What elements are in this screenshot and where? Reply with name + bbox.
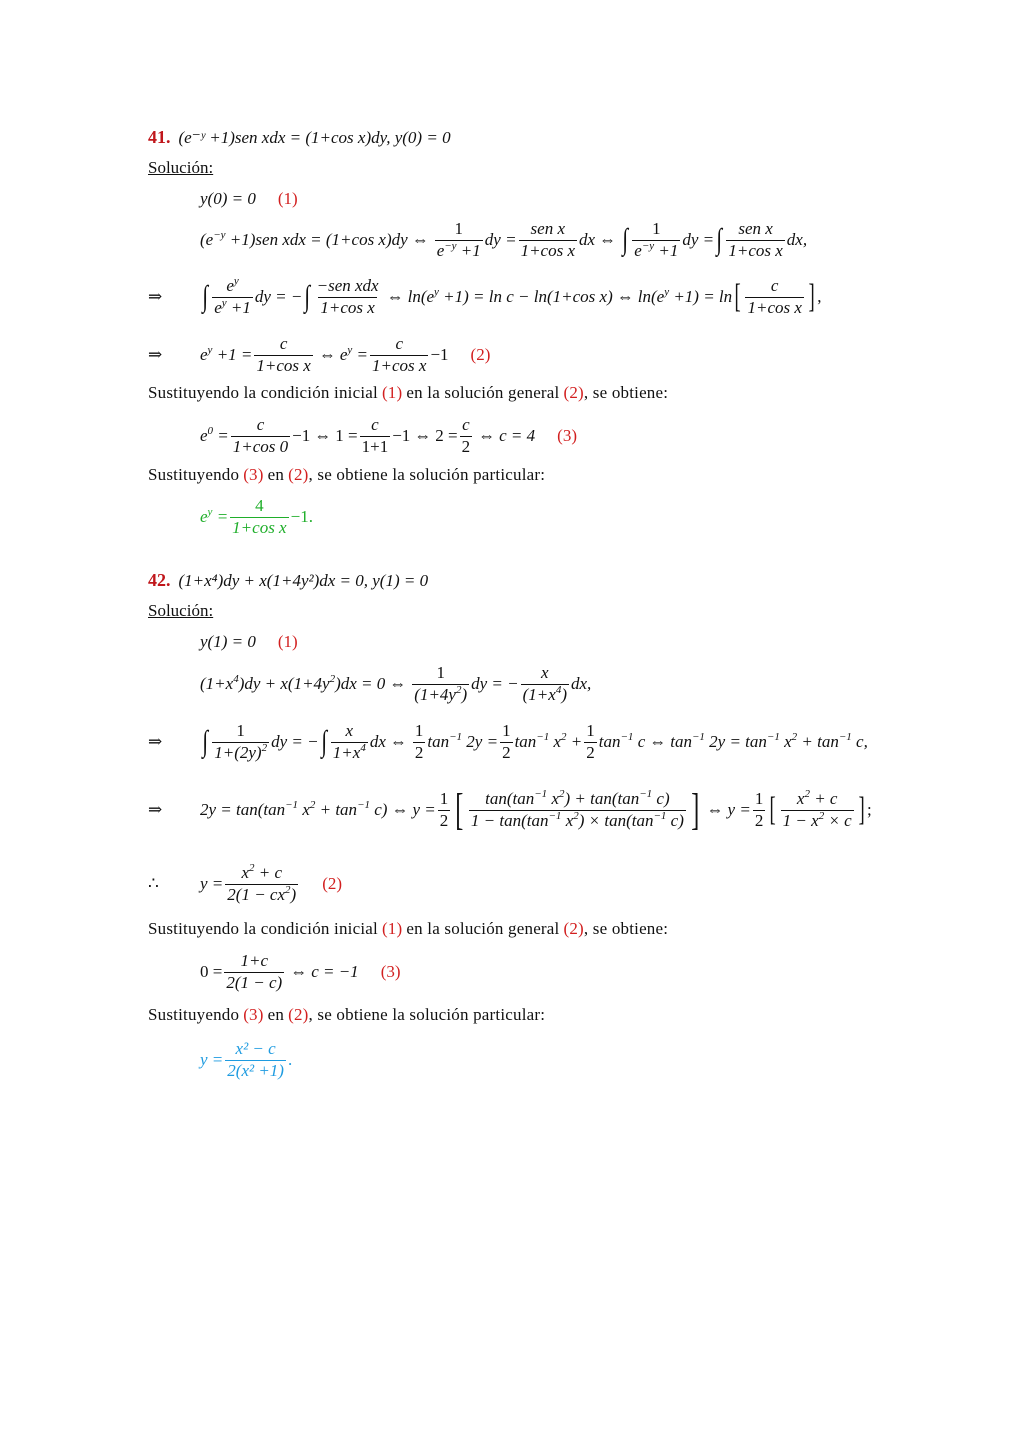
equation-tag: (2) (470, 345, 491, 365)
tangent-line: ⇒ $2y = \tan(\tan^{-1}$ $x^2 + \tan^{-1} c$) ⇔ y = $\frac{1}{2}$ [ $\frac{\tan(\tan^{-1} x^2) + \tan(\tan^{-1} c)}{1 - \tan(\tan^{-1} x^2) \times \tan(\tan^{-1} c)}$ ] ⇔ y = $\frac{1}{2}$ [ $\frac{x^2 + c}{1 - x^2 \times c}$ ] ; (148, 785, 872, 834)
solution-heading: Solución: (148, 158, 214, 177)
substitution-text-2 (148, 1005, 545, 1025)
equation-tag: (2) (288, 1005, 309, 1024)
equation-tag: (2) (563, 919, 584, 938)
text-segment: en (267, 1005, 285, 1024)
text-segment: Sustituyendo (148, 1005, 240, 1024)
equation-tag: (1) (381, 919, 403, 938)
separation-line: $(e^{-y} +1)sen$ xdx = (1+cos x)dy ⇔ $\frac{1}{e^{-y} +1}$ dy = $\frac{\text{sen x}}{\text{1+cos x}}$ dx ⇔ ∫ $\frac{1}{e^{-y} +1}$ dy = ∫ $\frac{\text{sen x}}{\text{1+cos x}}$ dx, (200, 219, 808, 260)
initial-condition: y(1) = 0 (200, 632, 256, 651)
integration-line: ⇒ ∫ $\frac{e^y}{e^y +1}$ dy = − ∫ $\frac{\text{−sen xdx}}{\text{1+cos x}}$ ⇔ $\ln(e^y +1) = \ln c - \ln(1+\cos$ x) ⇔ $\ln(e^y +1) = \ln$ [ $\frac{c}{\text{1+cos x}}$ ] , (148, 275, 822, 317)
fraction-denominator: 1+cos x (232, 517, 287, 537)
constant-solve-line: 0 = $\frac{1+c}{2(1 - c)}$ ⇔ c = −1 (3) (200, 951, 401, 992)
general-solution-line: ∴ y = $\frac{x^2 + c}{2(1 - cx^2)}$ (2) (148, 862, 343, 904)
fraction-denominator: 2(x² +1) (227, 1060, 284, 1080)
particular-solution-42: y = $\frac{\text{x² − c}}{\text{2(x² +1)}}$ . (200, 1039, 293, 1080)
text-segment: Sustituyendo la condición inicial (148, 383, 378, 402)
problem-statement: (1+x⁴)dy + x(1+4y²)dx = 0, y(1) = 0 (178, 570, 429, 590)
problem-number: 41. (148, 127, 171, 147)
text-segment: en (267, 465, 285, 484)
text-segment: en la solución general (406, 919, 560, 938)
therefore-symbol: ∴ (148, 874, 159, 894)
equation-tag: (3) (243, 1005, 264, 1024)
text-segment: , se obtiene: (583, 383, 669, 402)
equation-tag: (3) (380, 962, 401, 982)
constant-solve-line: $e^0$ = $\frac{c}{1+\cos 0}$ −1 ⇔ 1 = $\frac{c}{1+1}$ −1 ⇔ 2 = $\frac{c}{2}$ ⇔ c = 4 (3) (200, 415, 577, 456)
separation-line: $(1+x^4)dy + x(1+4y^2)dx = 0$ ⇔ $\frac{1}{(1+4y^2)}$ dy = − $\frac{x}{(1+x^4)}$ dx, (200, 663, 592, 704)
general-solution-line: ⇒ $e^y +1$ = $\frac{c}{\text{1+cos x}}$ ⇔ $e^y$ = $\frac{c}{\text{1+cos x}}$ −1 (2) (148, 334, 491, 375)
text-segment: , se obtiene la solución particular: (308, 465, 546, 484)
equation-tag: (1) (381, 383, 403, 402)
fraction-numerator: x² − c (235, 1039, 276, 1058)
text-segment: Sustituyendo (148, 465, 240, 484)
equation-tag: (3) (557, 426, 577, 446)
text-segment: en la solución general (406, 383, 560, 402)
integration-line: ⇒ ∫ $\frac{1}{1+(2y)^2}$ dy = − ∫ $\frac{x}{1+x^4}$ dx ⇔ $\frac{1}{2}$ $\tan^{-1} 2y$ = $\frac{1}{2}$ $\tan^{-1} x^2$ + $\frac{1}{2}$ $\tan^{-1} c$ ⇔ $\tan^{-1} 2y = \tan^{-1} x^2 + \tan^{-1} c$, (148, 721, 868, 762)
solution-label (148, 601, 213, 621)
text-segment: , se obtiene la solución particular: (308, 1005, 546, 1024)
problem-42-header (148, 570, 428, 591)
equation-tag: (2) (563, 383, 584, 402)
equation-tag: (2) (322, 874, 343, 894)
substitution-text-1 (148, 383, 668, 403)
equation-tag: (3) (243, 465, 264, 484)
equation-tag: (2) (288, 465, 309, 484)
solution-label (148, 158, 213, 178)
equation-tag: (1) (277, 189, 298, 208)
solution-heading: Solución: (148, 601, 214, 620)
particular-solution-41: $e^y$ = $\frac{4}{\text{1+cos x}}$ −1. (200, 496, 313, 537)
problem-number: 42. (148, 570, 171, 590)
problem-41-header (148, 127, 451, 148)
equation-tag: (1) (277, 632, 298, 651)
expression-tail: −1. (290, 507, 313, 527)
substitution-text-2 (148, 465, 545, 485)
initial-condition: y(0) = 0 (200, 189, 256, 208)
text-segment: , se obtiene: (583, 919, 669, 938)
problem-statement: (e⁻ʸ +1)sen xdx = (1+cos x)dy, y(0) = 0 (178, 127, 451, 147)
initial-condition-line (200, 189, 298, 209)
fraction-numerator: 4 (255, 496, 264, 515)
substitution-text-1 (148, 919, 668, 939)
initial-condition-line (200, 632, 298, 652)
text-segment: Sustituyendo la condición inicial (148, 919, 378, 938)
